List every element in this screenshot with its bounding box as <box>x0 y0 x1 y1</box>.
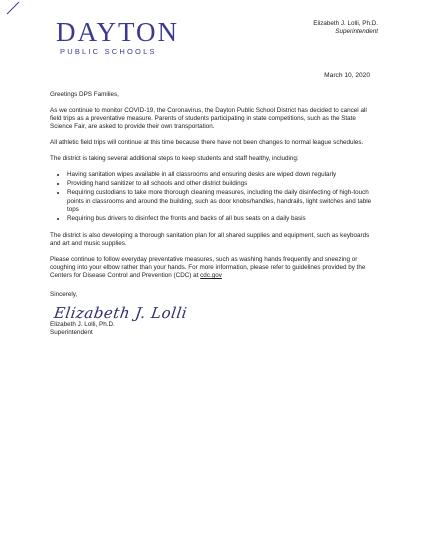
steps-list <box>50 171 375 224</box>
header-bleed-through <box>198 7 418 39</box>
closing-signer <box>50 321 375 337</box>
preventative-text: Please continue to follow everyday preventative measures, such as washing hands frequently and sneezing or coughing into your elbow rather than your hands. For more information, please refer to guidelines provided by the Centers for Disease Control and Prevention (CDC) at <box>50 255 366 280</box>
cdc-link[interactable]: cdc.gov <box>200 272 222 280</box>
closing-name: Elizabeth J. Lolli, Ph.D. <box>50 321 115 329</box>
letter-body <box>50 91 375 337</box>
list-item: • Providing hand sanitizer to all schools and other district buildings <box>67 180 375 188</box>
list-item: • Requiring custodians to take more thorough cleaning measures, including the daily disinfecting of high-touch points in classrooms and around the building, such as door knobs/handles, handrails, light switches and table tops <box>67 189 375 214</box>
closing-title: Superintendent <box>50 329 93 337</box>
paragraph-sanitation-plan: The district is also developing a thorough sanitation plan for all shared supplies and equipment, such as keyboards and art and music supplies. <box>50 231 370 247</box>
letter-date: March 10, 2020 <box>324 72 370 79</box>
greeting: Greetings DPS Families, <box>50 91 119 98</box>
logo-subtitle: PUBLIC SCHOOLS <box>60 47 157 56</box>
pen-stroke-mark <box>6 1 20 15</box>
handwritten-signature: Elizabeth J. Lolli <box>52 303 189 322</box>
closing-salutation: Sincerely, <box>50 290 78 298</box>
paragraph-athletics: All athletic field trips will continue at this time because there have not been changes to normal league schedules. <box>50 139 364 147</box>
letterhead-signer-title: Superintendent <box>335 28 378 35</box>
dayton-logo <box>56 18 194 58</box>
paragraph-field-trips: As we continue to monitor COVID-19, the Coronavirus, the Dayton Public School District has decided to cancel all field trips as a preventative measure. Parents of students participating in state competitions, such as the State Science Fair, are asked to provide their own transportation. <box>50 106 367 131</box>
logo-wordmark: DAYTON <box>56 17 180 47</box>
list-item: • Having sanitation wipes available in all classrooms and ensuring desks are wiped down regularly <box>67 171 375 179</box>
list-item: • Requiring bus drivers to disinfect the fronts and backs of all bus seats on a daily basis <box>67 215 375 223</box>
paragraph-preventative <box>50 256 375 281</box>
letterhead-signer-name: Elizabeth J. Lolli, Ph.D. <box>313 20 378 27</box>
paragraph-steps-intro: The district is taking several additional steps to keep students and staff healthy, including: <box>50 154 299 162</box>
letterhead-signer <box>313 20 378 36</box>
